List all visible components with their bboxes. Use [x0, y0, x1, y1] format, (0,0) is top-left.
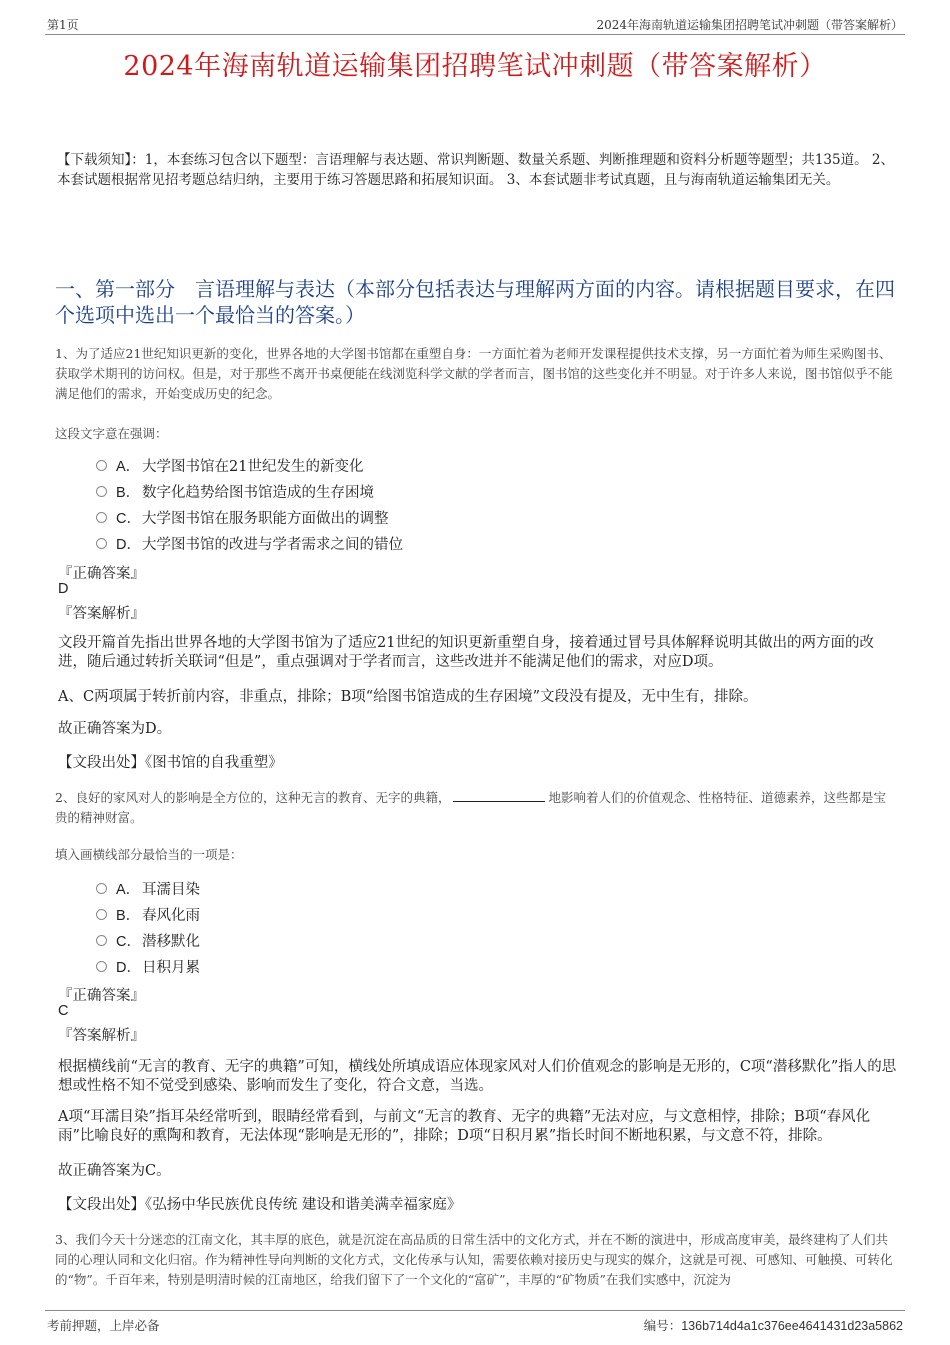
question-1-analysis-2: A、C两项属于转折前内容，非重点，排除；B项“给图书馆造成的生存困境”文段没有提及，无中生有，排除。	[58, 689, 758, 705]
radio-icon[interactable]	[96, 538, 107, 549]
question-1-options	[96, 452, 403, 556]
question-2-option-c[interactable]: C． 潜移默化	[96, 927, 200, 953]
question-2-option-b[interactable]: B． 春风化雨	[96, 901, 200, 927]
question-2-option-d[interactable]: D． 日积月累	[96, 953, 200, 979]
radio-icon[interactable]	[96, 909, 107, 920]
question-1-source: 【文段出处】《图书馆的自我重塑》	[58, 755, 283, 771]
question-1-analysis-3: 故正确答案为D。	[58, 721, 172, 737]
question-1-option-c[interactable]: C． 大学图书馆在服务职能方面做出的调整	[96, 504, 403, 530]
question-1-correct-answer-label: 『正确答案』	[58, 566, 145, 582]
question-1-option-a[interactable]: A． 大学图书馆在21世纪发生的新变化	[96, 452, 403, 478]
question-2-analysis-label: 『答案解析』	[58, 1028, 145, 1044]
question-3-text: 3、我们今天十分迷恋的江南文化，其丰厚的底色，就是沉淀在高品质的日常生活中的文化方式，并在不断的演进中，形成高度审美，最终建构了人们共同的心理认同和文化归宿。作为精神性导向判断的文化方式，文化传承与认知，需要依赖对接历史与现实的媒介，这就是可视、可感知、可触摸、可转化的“物”。千百年来，特别是明清时候的江南地区，给我们留下了一个文化的“富矿”，丰厚的“矿物质”在我们实感中，沉淀为	[55, 1232, 893, 1287]
question-1-analysis-1: 文段开篇首先指出世界各地的大学图书馆为了适应21世纪的知识更新重塑自身，接着通过冒号具体解释说明其做出的两方面的改进，随后通过转折关联词“但是”，重点强调对于学者而言，这些改进并不能满足他们的需求，对应D项。	[58, 635, 874, 670]
radio-icon[interactable]	[96, 935, 107, 946]
page-footer	[45, 1310, 905, 1333]
header-doc-title: 2024年海南轨道运输集团招聘笔试冲刺题（带答案解析）	[596, 18, 903, 32]
section-heading: 一、第一部分 言语理解与表达（本部分包括表达与理解两方面的内容。请根据题目要求，在四个选项中选出一个最恰当的答案。）	[55, 277, 895, 327]
radio-icon[interactable]	[96, 460, 107, 471]
page-header	[45, 14, 905, 35]
question-1-answer: D	[58, 581, 69, 597]
question-2-prompt: 填入画横线部分最恰当的一项是：	[55, 847, 243, 862]
radio-icon[interactable]	[96, 961, 107, 972]
question-1-analysis-label: 『答案解析』	[58, 606, 145, 622]
page-number: 第1页	[47, 18, 79, 32]
question-2-analysis-3: 故正确答案为C。	[58, 1163, 171, 1179]
question-1-option-b[interactable]: B． 数字化趋势给图书馆造成的生存困境	[96, 478, 403, 504]
question-2-correct-answer-label: 『正确答案』	[58, 988, 145, 1004]
radio-icon[interactable]	[96, 486, 107, 497]
question-2-text: 2、良好的家风对人的影响是全方位的，这种无言的教育、无字的典籍， 地影响着人们的价值观念、性格特征、道德素养，这些都是宝贵的精神财富。	[55, 790, 886, 825]
document-code: 编号：136b714d4a1c376ee4641431d23a5862	[643, 1318, 903, 1333]
question-1-prompt: 这段文字意在强调：	[55, 426, 168, 441]
question-2-answer: C	[58, 1003, 69, 1019]
question-1-option-d[interactable]: D． 大学图书馆的改进与学者需求之间的错位	[96, 530, 403, 556]
download-notice: 【下载须知】：1，本套练习包含以下题型：言语理解与表达题、常识判断题、数量关系题、判断推理题和资料分析题等题型；共135道。 2、本套试题根据常见招考题总结归纳，主要用于练习答题思路和拓展知识面。 3、本套试题非考试真题，且与海南轨道运输集团无关。	[57, 152, 894, 188]
question-2-source: 【文段出处】《弘扬中华民族优良传统 建设和谐美满幸福家庭》	[58, 1197, 462, 1213]
fill-blank	[453, 789, 545, 802]
question-2-options	[96, 875, 200, 979]
footer-slogan: 考前押题，上岸必备	[47, 1318, 160, 1333]
question-2-option-a[interactable]: A． 耳濡目染	[96, 875, 200, 901]
question-2-analysis-1: 根据横线前“无言的教育、无字的典籍”可知，横线处所填成语应体现家风对人们价值观念的影响是无形的，C项“潜移默化”指人的思想或性格不知不觉受到感染、影响而发生了变化，符合文意，当选。	[58, 1059, 897, 1094]
question-1-text: 1、为了适应21世纪知识更新的变化，世界各地的大学图书馆都在重塑自身：一方面忙着为老师开发课程提供技术支撑，另一方面忙着为师生采购图书、获取学术期刊的访问权。但是，对于那些不离开书桌便能在线浏览科学文献的学者而言，图书馆的这些变化并不明显。对于许多人来说，图书馆似乎不能满足他们的需求，开始变成历史的纪念。	[55, 346, 893, 401]
question-2-analysis-2: A项“耳濡目染”指耳朵经常听到，眼睛经常看到，与前文“无言的教育、无字的典籍”无法对应，与文意相悖，排除；B项“春风化雨”比喻良好的熏陶和教育，无法体现“影响是无形的”，排除；D项“日积月累”指长时间不断地积累，与文意不符，排除。	[58, 1109, 871, 1144]
radio-icon[interactable]	[96, 883, 107, 894]
radio-icon[interactable]	[96, 512, 107, 523]
document-title: 2024年海南轨道运输集团招聘笔试冲刺题（带答案解析）	[123, 51, 827, 82]
